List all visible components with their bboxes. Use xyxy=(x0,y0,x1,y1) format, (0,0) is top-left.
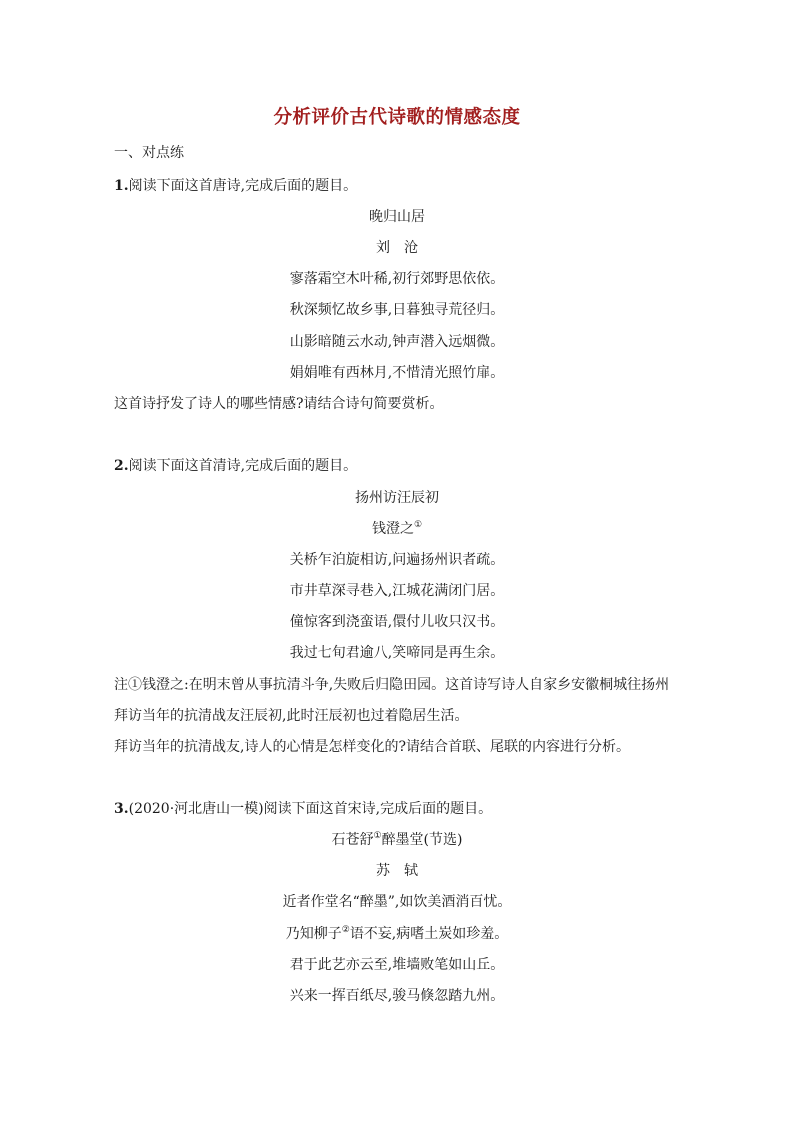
section-heading: 一、对点练 xyxy=(114,145,184,161)
q1-number: 1. xyxy=(114,178,129,194)
q3-poem-line: 君于此艺亦云至,堆墙败笔如山丘。 xyxy=(289,957,505,973)
q1-poem-title: 晚归山居 xyxy=(369,209,425,225)
q2-number: 2. xyxy=(114,458,129,474)
q3-poem-line: 兴来一挥百纸尽,骏马倏忽踏九州。 xyxy=(289,988,505,1004)
q2-prompt xyxy=(114,456,357,476)
q2-question: 拜访当年的抗清战友,诗人的心情是怎样变化的?请结合首联、尾联的内容进行分析。 xyxy=(114,739,630,755)
q2-poem-line: 我过七旬君逾八,笑啼同是再生余。 xyxy=(289,645,505,661)
q1-author: 刘 沧 xyxy=(376,240,418,256)
q1-question: 这首诗抒发了诗人的哪些情感?请结合诗句简要赏析。 xyxy=(114,396,444,412)
footnote-mark: ① xyxy=(413,520,423,530)
q3-prompt-text: (2020·河北唐山一模)阅读下面这首宋诗,完成后面的题目。 xyxy=(128,801,493,817)
q2-prompt-text: 阅读下面这首清诗,完成后面的题目。 xyxy=(128,458,358,474)
q2-poem-title: 扬州访汪辰初 xyxy=(355,490,439,506)
q3-poem-title: 石苍舒①醉墨堂(节选) xyxy=(331,831,463,848)
page-title: 分析评价古代诗歌的情感态度 xyxy=(273,107,521,128)
q1-prompt-text: 阅读下面这首唐诗,完成后面的题目。 xyxy=(128,178,358,194)
q3-poem-line: 乃知柳子②语不妄,病嗜土炭如珍羞。 xyxy=(285,925,509,942)
q2-poem-line: 市井草深寻巷入,江城花满闭门居。 xyxy=(289,583,505,599)
q3-number: 3. xyxy=(114,801,129,817)
q1-poem-line: 寥落霜空木叶稀,初行郊野思依依。 xyxy=(289,271,505,287)
q2-author: 钱澄之① xyxy=(371,520,423,537)
footnote-mark: ② xyxy=(341,925,350,935)
q1-prompt xyxy=(114,176,357,196)
q1-poem-line: 秋深频忆故乡事,日暮独寻荒径归。 xyxy=(289,302,505,318)
q3-prompt xyxy=(114,799,492,819)
q2-note-continued: 拜访当年的抗清战友汪辰初,此时汪辰初也过着隐居生活。 xyxy=(114,708,469,724)
footnote-mark: ① xyxy=(373,831,382,841)
q3-poem-line: 近者作堂名“醉墨”,如饮美酒消百忧。 xyxy=(282,894,512,910)
q1-poem-line: 娟娟唯有西林月,不惜清光照竹扉。 xyxy=(289,365,505,381)
q2-note: 注①钱澄之:在明末曾从事抗清斗争,失败后归隐田园。这首诗写诗人自家乡安徽桐城往扬州 xyxy=(114,677,670,693)
q3-author: 苏 轼 xyxy=(376,863,418,879)
q2-poem-line: 关桥乍泊旋相访,问遍扬州识者疏。 xyxy=(289,552,505,568)
q1-poem-line: 山影暗随云水动,钟声潜入远烟微。 xyxy=(289,334,505,350)
q2-poem-line: 僮惊客到浇蛮语,儇付儿收只汉书。 xyxy=(289,614,505,630)
